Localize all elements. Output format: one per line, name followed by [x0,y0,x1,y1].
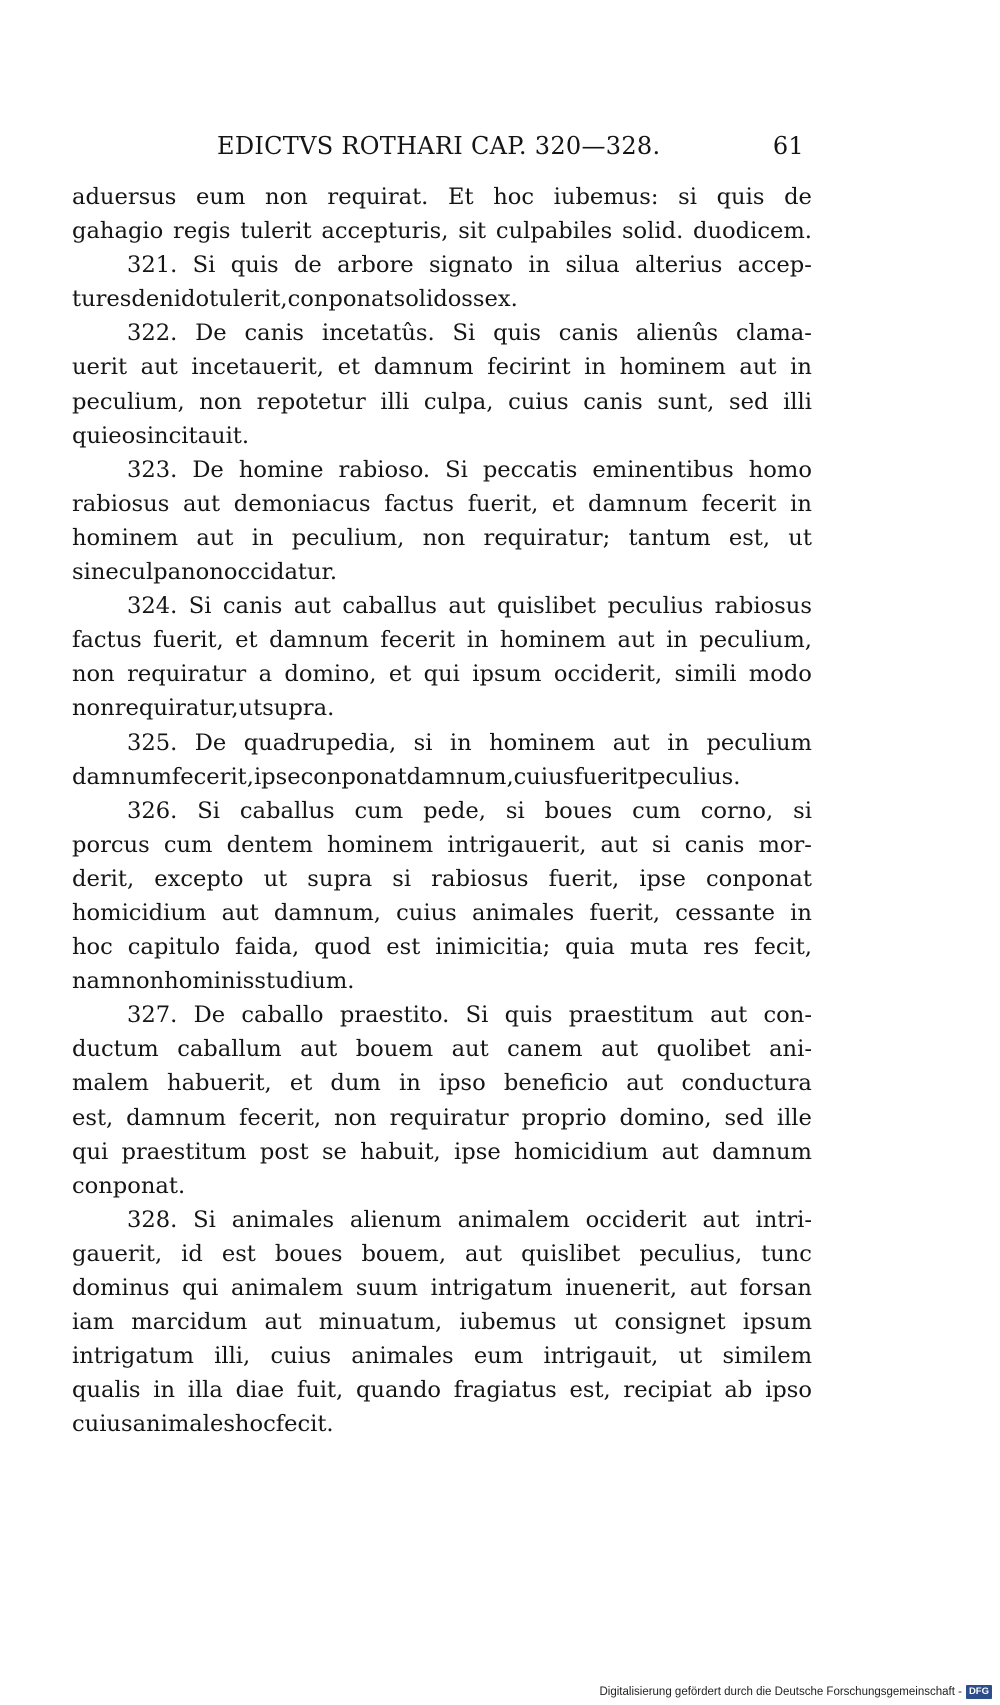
dfg-logo: DFG [966,1685,992,1699]
text-line: 322. De canis incetatûs. Si quis canis alienûs clama- [127,320,812,347]
text-line: est, damnum fecerit, non requiratur proprio domino, sed ille [72,1104,812,1131]
text-line: damnum fecerit, ipse conponat damnum, cuius fuerit peculius. [72,763,741,790]
text-line: derit, excepto ut supra si rabiosus fuerit, ipse conponat [72,865,812,892]
text-line: 324. Si canis aut caballus aut quislibet peculius rabiosus [127,593,812,620]
text-line: cuius animales hoc fecit. [72,1411,334,1438]
text-line: malem habuerit, et dum in ipso beneficio aut conductura [72,1070,812,1097]
text-line: non requiratur, ut supra. [72,695,335,722]
text-line: hoc capitulo faida, quod est inimicitia; quia muta res fecit, [72,934,812,961]
book-page [72,132,812,1441]
text-line: ductum caballum aut bouem aut canem aut quolibet ani- [72,1036,812,1063]
text-line: qui eos incitauit. [72,422,250,449]
text-line: aduersus eum non requirat. Et hoc iubemus: si quis de [72,184,812,210]
text-line: qui praestitum post se habuit, ipse homicidium aut damnum [72,1138,812,1165]
text-line: 328. Si animales alienum animalem occiderit aut intri- [127,1206,812,1233]
page-number: 61 [772,132,804,160]
text-line: gahagio regis tulerit accepturis, sit culpabiles solid. duodicem. [72,218,812,245]
text-line: hominem aut in peculium, non requiratur; tantum est, ut [72,524,812,551]
text-line: nam non hominis studium. [72,968,355,995]
credit-text: Digitalisierung gefördert durch die Deutsche Forschungsgemeinschaft - [599,1686,962,1698]
text-line: homicidium aut damnum, cuius animales fuerit, cessante in [72,899,812,926]
text-line: 326. Si caballus cum pede, si boues cum corno, si [127,797,812,824]
text-line: 321. Si quis de arbore signato in silua alterius accep- [127,252,812,279]
text-line: uerit aut incetauerit, et damnum fecirint in hominem aut in [72,354,812,381]
text-line: iam marcidum aut minuatum, iubemus ut consignet ipsum [72,1309,812,1336]
text-line: 325. De quadrupedia, si in hominem aut in peculium [127,729,812,756]
text-line: 327. De caballo praestito. Si quis praestitum aut con- [127,1002,812,1029]
text-line: gauerit, id est boues bouem, aut quislibet peculius, tunc [72,1240,812,1267]
text-line: factus fuerit, et damnum fecerit in hominem aut in peculium, [72,627,812,654]
text-line: conponat. [72,1172,186,1199]
text-line: sine culpa non occidatur. [72,559,338,586]
text-line: qualis in illa diae fuit, quando fragiatus est, recipiat ab ipso [72,1377,812,1404]
body-text [72,180,812,1441]
text-line: non requiratur a domino, et qui ipsum occiderit, simili modo [72,661,812,688]
text-line: rabiosus aut demoniacus factus fuerit, et damnum fecerit in [72,490,812,517]
text-line: 323. De homine rabioso. Si peccatis eminentibus homo [127,456,812,483]
digitization-credit [600,1685,993,1699]
text-line: porcus cum dentem hominem intrigauerit, aut si canis mor- [72,831,812,858]
text-line: tures de nido tulerit, conponat solidos sex. [72,286,518,313]
running-head [72,132,812,172]
running-title: EDICTVS ROTHARI CAP. 320—328. [217,132,661,160]
text-line: peculium, non repotetur illi culpa, cuius canis sunt, sed illi [72,388,812,415]
text-line: dominus qui animalem suum intrigatum inuenerit, aut forsan [72,1275,812,1301]
text-line: intrigatum illi, cuius animales eum intrigauit, ut similem [72,1343,812,1370]
